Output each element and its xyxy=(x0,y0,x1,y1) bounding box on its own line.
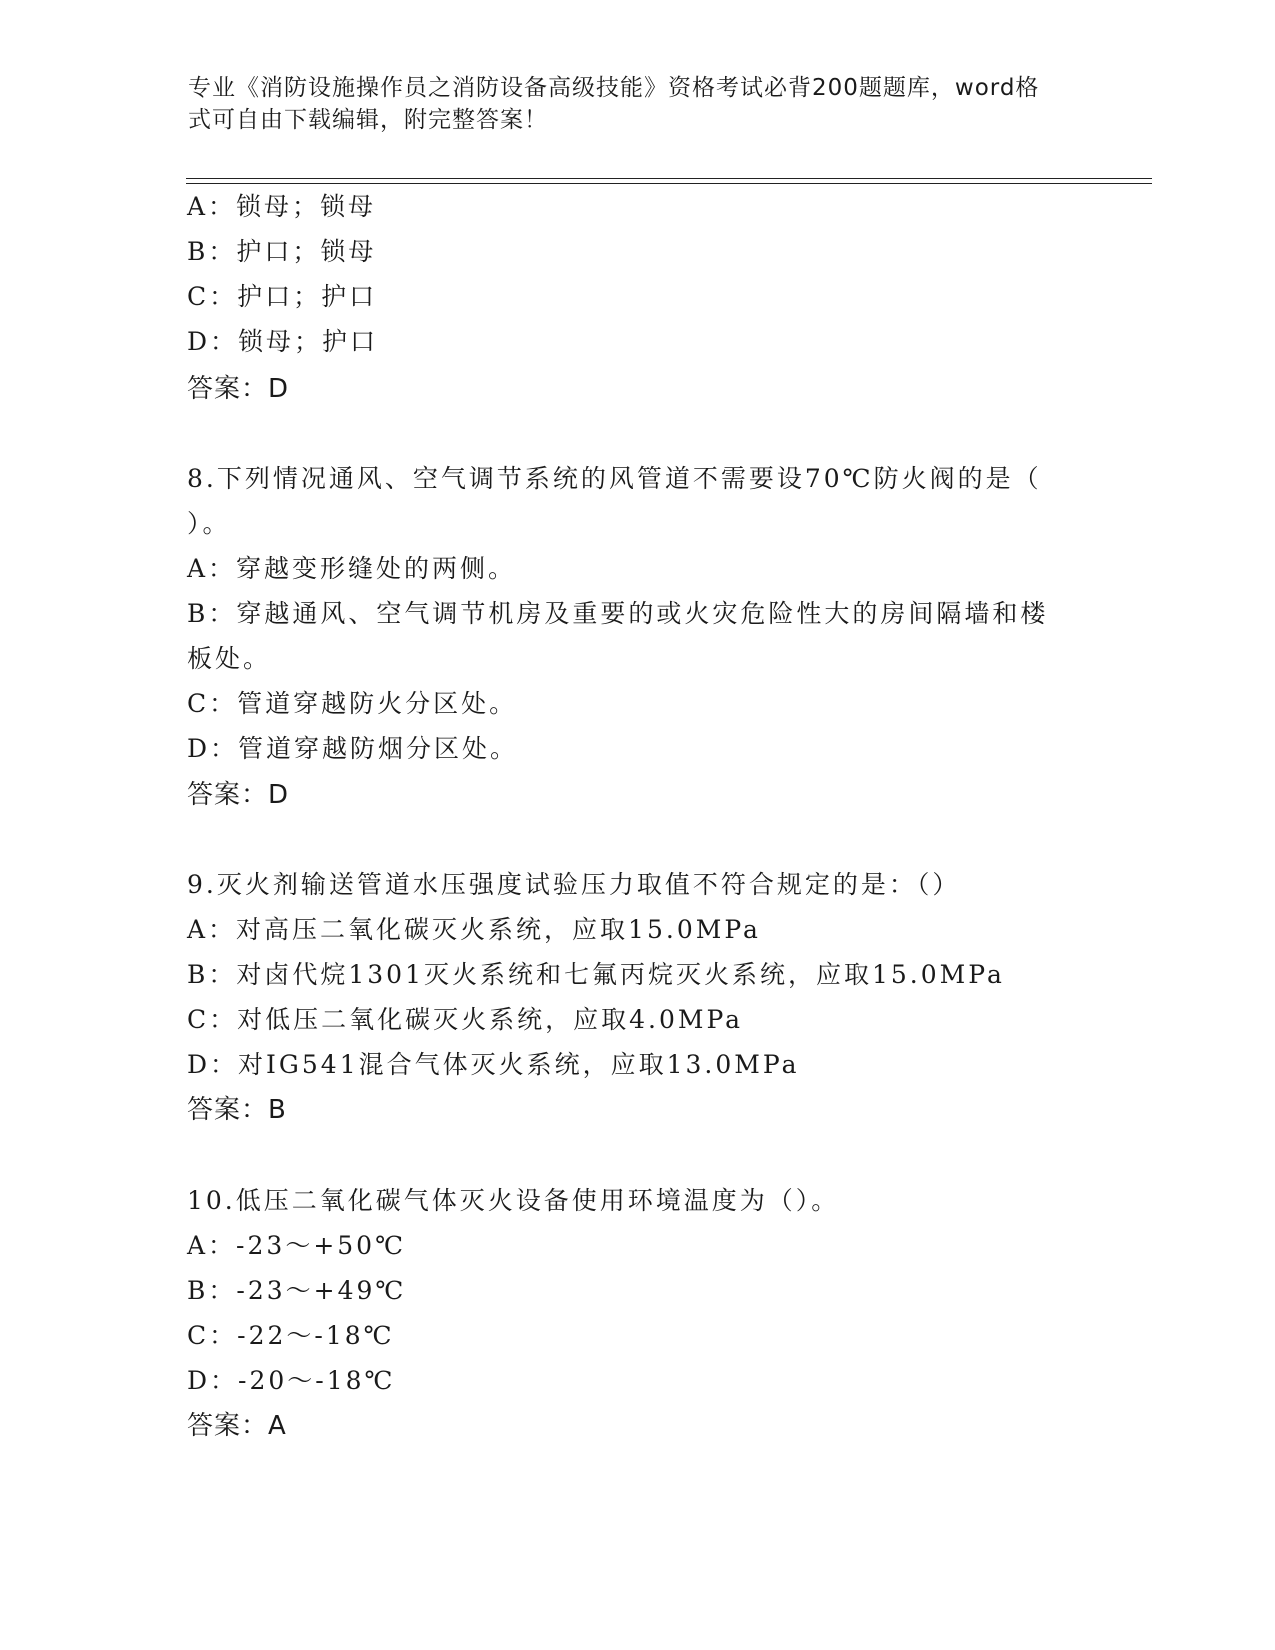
q7-answer: 答案：D xyxy=(187,374,290,404)
q7-option-d: D：锁母；护口 xyxy=(187,327,379,356)
q8-option-b-line-1: B：穿越通风、空气调节机房及重要的或火灾危险性大的房间隔墙和楼 xyxy=(187,599,1049,628)
q8-option-a: A：穿越变形缝处的两侧。 xyxy=(187,554,517,583)
header-line-1: 专业《消防设施操作员之消防设备高级技能》资格考试必背200题题库，word格 xyxy=(188,75,1040,101)
q8-option-c: C：管道穿越防火分区处。 xyxy=(187,689,518,718)
q10-option-a: A：-23～+50℃ xyxy=(187,1231,407,1260)
q7-option-b: B：护口；锁母 xyxy=(187,237,377,266)
q8-option-d: D：管道穿越防烟分区处。 xyxy=(187,734,519,763)
q9-option-d: D：对IG541混合气体灭火系统，应取13.0MPa xyxy=(187,1050,800,1079)
q8-question-line-1: 8.下列情况通风、空气调节系统的风管道不需要设70℃防火阀的是（ xyxy=(187,464,1042,493)
q8-answer: 答案：D xyxy=(187,780,290,810)
header-line-2: 式可自由下载编辑，附完整答案！ xyxy=(188,107,548,133)
q9-question: 9.灭火剂输送管道水压强度试验压力取值不符合规定的是：（） xyxy=(187,870,961,899)
q10-option-c: C：-22～-18℃ xyxy=(187,1321,395,1350)
q10-option-d: D：-20～-18℃ xyxy=(187,1366,396,1395)
document-header xyxy=(188,72,1068,136)
q9-answer: 答案：B xyxy=(187,1095,287,1125)
q7-option-c: C：护口；护口 xyxy=(187,282,378,311)
q9-option-a: A：对高压二氧化碳灭火系统，应取15.0MPa xyxy=(187,915,761,944)
q9-option-c: C：对低压二氧化碳灭火系统，应取4.0MPa xyxy=(187,1005,744,1034)
q10-question: 10.低压二氧化碳气体灭火设备使用环境温度为（）。 xyxy=(187,1186,840,1215)
q10-option-b: B：-23～+49℃ xyxy=(187,1276,407,1305)
q8-option-b-line-2: 板处。 xyxy=(187,644,272,673)
q8-question-line-2: ）。 xyxy=(187,509,231,538)
header-divider-bottom xyxy=(186,183,1152,184)
header-divider-top xyxy=(186,178,1152,179)
q9-option-b: B：对卤代烷1301灭火系统和七氟丙烷灭火系统，应取15.0MPa xyxy=(187,960,1005,989)
q10-answer: 答案：A xyxy=(187,1411,287,1441)
q7-option-a: A：锁母；锁母 xyxy=(187,192,377,221)
